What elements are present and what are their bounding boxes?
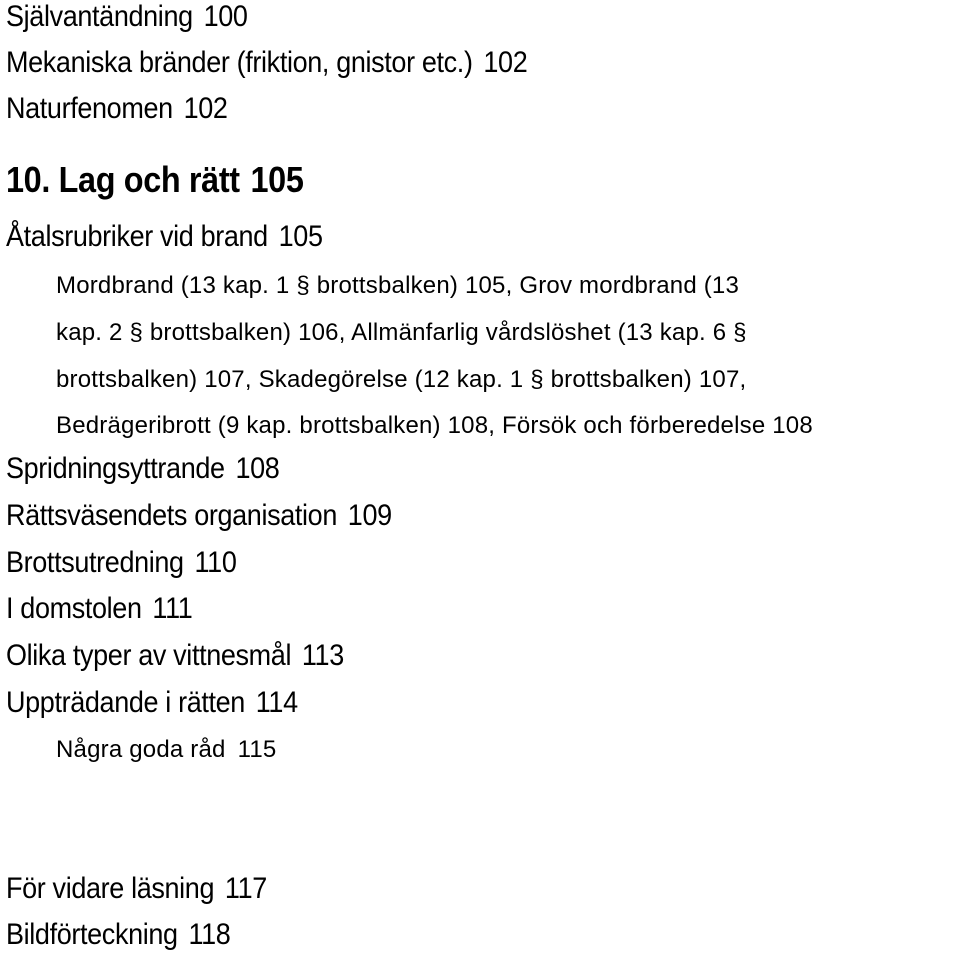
toc-entry-page: 117	[224, 872, 267, 905]
chapter-page: 105	[250, 159, 304, 200]
toc-entry-title: Rättsväsendets organisation	[6, 499, 337, 532]
toc-entry-page: 111	[152, 592, 193, 625]
toc-sub-line: Bedrägeribrott (9 kap. brottsbalken) 108, Försök och förberedelse 108	[56, 412, 813, 439]
toc-entry-atalsrubriker	[6, 220, 323, 254]
toc-entry-title: Bildförteckning	[6, 918, 178, 951]
toc-entry-title: Brottsutredning	[6, 546, 184, 579]
toc-entry-page: 102	[183, 92, 228, 125]
toc-entry-naturfenomen	[6, 92, 228, 126]
toc-entry-title: För vidare läsning	[6, 872, 215, 905]
toc-entry-sjalvantandning	[6, 0, 248, 34]
toc-sub-line: kap. 2 § brottsbalken) 106, Allmänfarlig vårdslöshet (13 kap. 6 §	[56, 319, 747, 346]
toc-entry-title: I domstolen	[6, 592, 142, 625]
toc-entry-title: Mekaniska bränder (friktion, gnistor etc.)	[6, 46, 473, 79]
toc-entry-olika-typer-av-vittnesmal	[6, 639, 344, 673]
toc-entry-title: Några goda råd	[56, 736, 226, 763]
toc-entry-page: 113	[301, 639, 344, 672]
toc-entry-title: Självantändning	[6, 0, 193, 33]
toc-entry-page: 110	[194, 546, 237, 579]
toc-entry-for-vidare-lasning	[6, 872, 267, 906]
toc-entry-page: 118	[188, 918, 231, 951]
toc-entry-title: Åtalsrubriker vid brand	[6, 220, 268, 253]
toc-entry-page: 114	[255, 686, 298, 719]
toc-entry-spridningsyttrande	[6, 452, 279, 486]
toc-entry-page: 108	[235, 452, 280, 485]
toc-entry-bildforteckning	[6, 918, 230, 952]
toc-entry-title: Uppträdande i rätten	[6, 686, 245, 719]
toc-entry-i-domstolen	[6, 592, 192, 626]
toc-entry-title: Spridningsyttrande	[6, 452, 225, 485]
toc-entry-mekaniska-brander	[6, 46, 527, 80]
toc-sub-line: Mordbrand (13 kap. 1 § brottsbalken) 105, Grov mordbrand (13	[56, 272, 740, 299]
chapter-title: 10. Lag och rätt	[6, 159, 240, 200]
toc-entry-page: 115	[237, 736, 277, 763]
toc-entry-rattsvasendets-organisation	[6, 499, 392, 533]
toc-entry-page: 109	[347, 499, 392, 532]
toc-sub-line: brottsbalken) 107, Skadegörelse (12 kap. 1 § brottsbalken) 107,	[56, 366, 747, 393]
toc-entry-page: 102	[483, 46, 528, 79]
toc-entry-brottsutredning	[6, 546, 236, 580]
toc-entry-title: Naturfenomen	[6, 92, 173, 125]
toc-entry-upptradande-i-ratten	[6, 686, 298, 720]
toc-sub-entry-nagra-goda-rad	[56, 736, 276, 764]
toc-entry-title: Olika typer av vittnesmål	[6, 639, 292, 672]
toc-entry-page: 105	[278, 220, 323, 253]
toc-chapter-heading	[6, 159, 303, 201]
toc-entry-page: 100	[203, 0, 248, 33]
